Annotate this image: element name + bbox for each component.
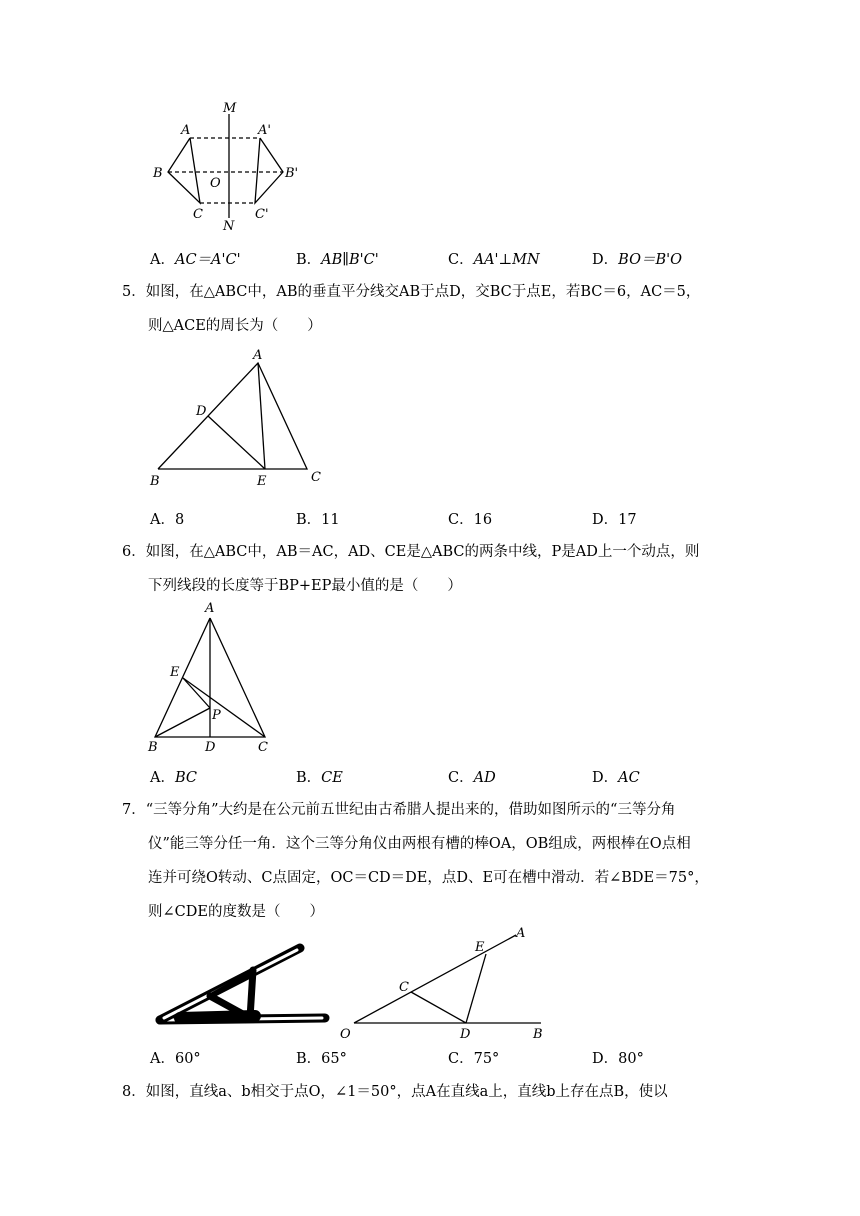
q4-option-d: D．BO＝B'O: [592, 252, 682, 268]
q5-label-d: D: [196, 404, 207, 419]
q5-label-c: C: [311, 470, 321, 485]
q4-label-m: M: [223, 101, 237, 116]
q4-label-a: A: [181, 123, 191, 138]
q5-label-e: E: [257, 474, 267, 489]
q4-triangle-abc: [168, 138, 200, 203]
q5-label-b: B: [150, 474, 160, 489]
q7-label-d: D: [460, 1027, 471, 1040]
q5-figure: [140, 345, 340, 495]
q6-option-d: D．AC: [592, 770, 640, 786]
q6-label-c: C: [258, 740, 268, 755]
q6-figure: [140, 598, 290, 758]
q4-option-b: B．AB∥B'C': [296, 252, 379, 268]
q7-option-b: B．65°: [296, 1051, 347, 1067]
q7-option-d: D．80°: [592, 1051, 644, 1067]
q4-option-c: C．AA'⊥MN: [448, 252, 540, 268]
q6-line2: 下列线段的长度等于BP+EP最小值的是（ ）: [148, 578, 462, 594]
q5-label-a: A: [253, 348, 263, 363]
q4-label-a1: A': [258, 123, 271, 138]
q6-line1: 6．如图，在△ABC中，AB＝AC，AD、CE是△ABC的两条中线，P是AD上一个动点，则: [122, 544, 700, 560]
q6-segment-ep: [183, 678, 210, 708]
q5-option-d: D．17: [592, 512, 637, 528]
q6-option-c: C．AD: [448, 770, 496, 786]
q6-median-ce: [183, 678, 265, 737]
q6-option-b: B．CE: [296, 770, 343, 786]
q5-line1: 5．如图，在△ABC中，AB的垂直平分线交AB于点D，交BC于点E，若BC＝6，AC＝5，: [122, 284, 701, 300]
q7-line4: 则∠CDE的度数是（ ）: [148, 904, 324, 920]
q6-segment-bp: [155, 708, 210, 737]
q7-option-a: A．60°: [150, 1051, 201, 1067]
q7-trisector-image: [150, 938, 335, 1033]
q5-option-a: A．8: [150, 512, 185, 528]
q6-label-b: B: [148, 740, 158, 755]
q7-line2: 仪”能三等分任一角．这个三等分角仪由两根有槽的棒OA，OB组成，两根棒在O点相: [148, 836, 691, 852]
q7-ray-oa: [354, 935, 516, 1023]
q7-segment-cd: [411, 992, 466, 1023]
q7-figure: [336, 920, 551, 1040]
q4-label-n: N: [223, 219, 235, 230]
q6-label-e: E: [170, 665, 180, 680]
q5-line-de: [208, 416, 265, 469]
q5-line2: 则△ACE的周长为（ ）: [148, 318, 322, 334]
q5-triangle-abc: [158, 363, 307, 469]
q6-label-a: A: [205, 601, 215, 616]
q4-figure: [145, 100, 315, 230]
q6-label-d: D: [205, 740, 216, 755]
q7-label-o: O: [340, 1027, 351, 1040]
q7-line1: 7．“三等分角”大约是在公元前五世纪由古希腊人提出来的，借助如图所示的“三等分角: [122, 802, 676, 818]
q4-label-c: C: [193, 207, 203, 222]
q5-line-ae: [258, 363, 265, 469]
q7-option-c: C．75°: [448, 1051, 500, 1067]
q7-label-e: E: [475, 940, 485, 955]
q7-segment-de: [466, 954, 486, 1023]
q6-label-p: P: [212, 708, 221, 723]
q7-label-a: A: [516, 926, 526, 941]
q4-label-b: B: [153, 166, 163, 181]
q7-line3: 连并可绕O转动、C点固定，OC＝CD＝DE，点D、E可在槽中滑动．若∠BDE＝75°，: [148, 870, 709, 886]
q5-option-b: B．11: [296, 512, 340, 528]
q4-label-b1: B': [285, 166, 299, 181]
q5-option-c: C．16: [448, 512, 493, 528]
q4-option-a: A．AC＝A'C': [150, 252, 241, 268]
q4-triangle-a1b1c1: [255, 138, 283, 203]
q7-label-b: B: [533, 1027, 543, 1040]
q4-label-c1: C': [255, 207, 269, 222]
q7-label-c: C: [399, 980, 409, 995]
q8-line1: 8．如图，直线a、b相交于点O，∠1＝50°，点A在直线a上，直线b上存在点B，使以: [122, 1084, 668, 1100]
q4-label-o: O: [210, 176, 221, 191]
q6-option-a: A．BC: [150, 770, 198, 786]
